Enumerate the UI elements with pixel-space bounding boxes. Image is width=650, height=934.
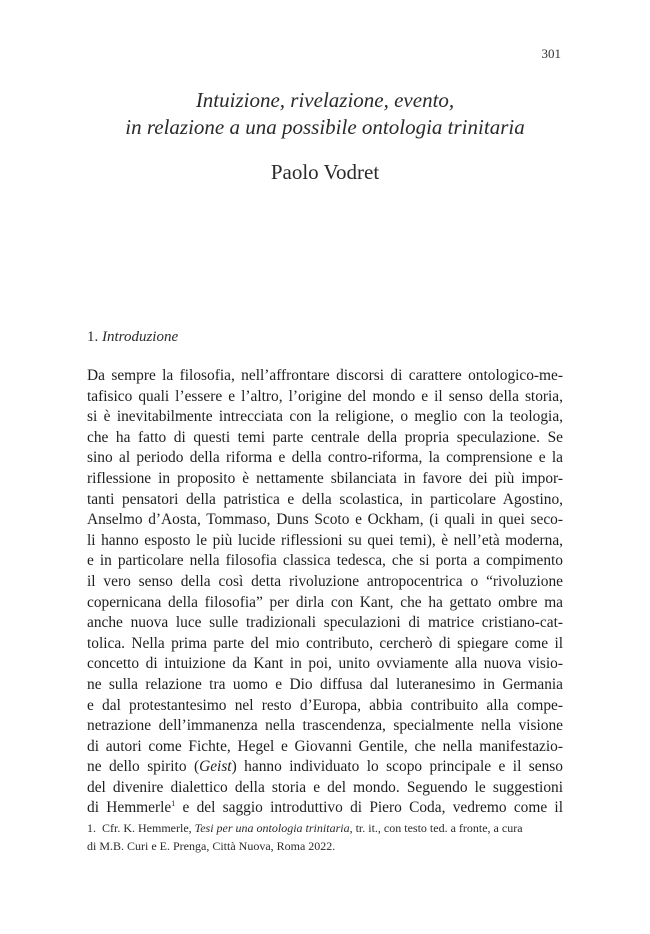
body-line: del divenire dialettico della storia e del mondo. Seguendo le suggestioni (87, 778, 563, 796)
body-line: Anselmo d’Aosta, Tommaso, Duns Scoto e Ockham, (i quali in quei seco- (87, 511, 563, 529)
italic-term: Geist (199, 758, 232, 776)
body-line: concetto di intuizione da Kant in poi, unito ovviamente alla nuova visio- (87, 655, 563, 673)
section-title: Introduzione (102, 329, 179, 345)
body-line: li hanno esposto le più lucide riflessioni su quei temi), è nell’età moderna, (87, 531, 563, 549)
body-line (87, 757, 563, 778)
body-line: copernicana della filosofia” per dirla con Kant, che ha gettato ombre ma (87, 593, 563, 611)
body-line: che ha fatto di questi temi parte centrale della propria speculazione. Se (87, 428, 563, 446)
body-line-text: ) hanno individuato lo scopo principale e il senso (231, 758, 563, 776)
footnote-reference[interactable]: 1 (171, 799, 176, 809)
footnote-text: , tr. it., con testo ted. a fronte, a cura (349, 821, 523, 835)
section-heading (87, 329, 178, 346)
body-line: e dal protestantesimo nel resto d’Europa, abbia contribuito alla compe- (87, 696, 563, 714)
chapter-title-line-2: in relazione a una possibile ontologia trinitaria (125, 115, 525, 139)
body-line: il vero senso della così detta rivoluzione antropocentrica o “rivoluzione (87, 572, 563, 590)
body-line: ne sulla relazione tra uomo e Dio diffusa dal luteranesimo in Germania (87, 675, 563, 693)
body-line: riflessione in proposito è nettamente sbilanciata in favore dei più impor- (87, 469, 563, 487)
body-line: e in particolare nella filosofia classica tedesca, che si porta a compimento (87, 552, 563, 570)
chapter-title (0, 87, 650, 141)
body-line-text: ne dello spirito ( (87, 758, 200, 776)
body-line: tolica. Nella prima parte del mio contributo, cercherò di spiegare come il (87, 634, 563, 652)
section-number: 1. (87, 329, 99, 345)
footnote (87, 819, 563, 855)
author-name: Paolo Vodret (270, 160, 380, 184)
body-line (87, 798, 563, 819)
body-line-text: di Hemmerle (87, 799, 172, 817)
body-line-text: e del saggio introduttivo di Piero Coda, vedremo come il (175, 799, 563, 817)
footnote-line-1 (87, 819, 563, 837)
body-line: di autori come Fichte, Hegel e Giovanni Gentile, che nella manifestazio- (87, 737, 563, 755)
body-line: tafisico quali l’essere e l’altro, l’origine del mondo e il senso della storia, (87, 387, 563, 405)
footnote-text: Cfr. K. Hemmerle, (102, 821, 195, 835)
page-number: 301 (541, 46, 561, 61)
footnote-book-title: Tesi per una ontologia trinitaria (194, 821, 350, 835)
body-line: anche nuova luce sulle tradizionali speculazioni di matrice cristiano-cat- (87, 614, 563, 632)
body-line: netrazione dell’immanenza nella trascendenza, specialmente nella visione (87, 717, 563, 735)
body-line: si è inevitabilmente intrecciata con la religione, o meglio con la teologia, (87, 408, 563, 426)
footnote-line-2: di M.B. Curi e E. Prenga, Città Nuova, Roma 2022. (87, 839, 336, 853)
body-text (87, 366, 563, 819)
chapter-title-line-1: Intuizione, rivelazione, evento, (195, 88, 455, 112)
body-line: Da sempre la filosofia, nell’affrontare discorsi di carattere ontologico-me- (87, 367, 563, 384)
footnote-number: 1. (87, 821, 96, 835)
body-line: tanti pensatori della patristica e della scolastica, in particolare Agostino, (87, 490, 563, 508)
body-line: sino al periodo della riforma e della contro-riforma, la comprensione e la (87, 449, 563, 467)
